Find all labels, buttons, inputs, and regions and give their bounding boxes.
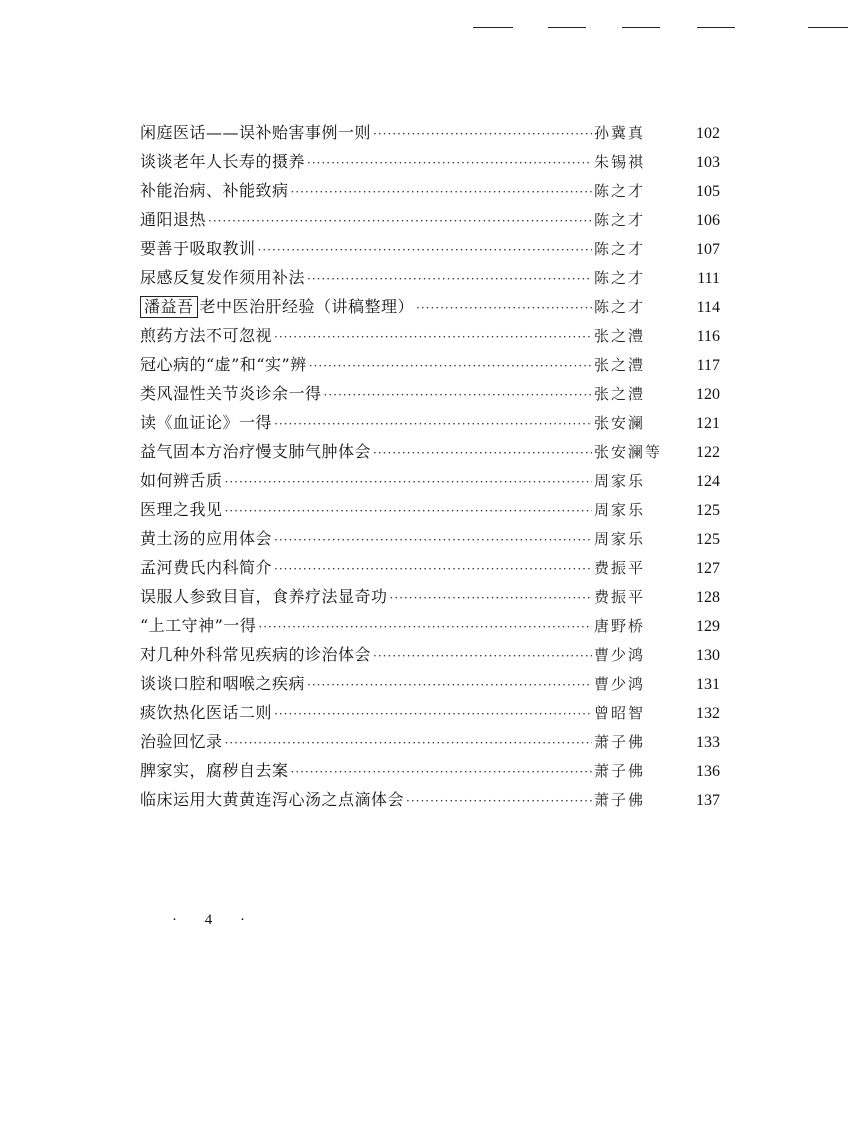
entry-title: “上工守神”一得 [140, 616, 257, 635]
entry-page: 125 [696, 531, 720, 548]
entry-title: 治验回忆录 [140, 732, 223, 751]
entry-page: 124 [696, 473, 720, 490]
entry-page: 128 [696, 589, 720, 606]
toc-entry[interactable] [140, 727, 720, 756]
toc-entry[interactable] [140, 553, 720, 582]
dot-leader [307, 149, 592, 178]
entry-author: 周家乐 [594, 501, 646, 519]
entry-page: 105 [696, 183, 720, 200]
toc-entry[interactable] [140, 176, 720, 205]
entry-title: 尿感反复发作须用补法 [140, 268, 306, 287]
entry-title: 谈谈口腔和咽喉之疾病 [140, 674, 306, 693]
entry-title: 煎药方法不可忽视 [140, 326, 273, 345]
toc-entry[interactable] [140, 756, 720, 785]
dot-leader [274, 526, 592, 555]
header-rule [473, 27, 513, 28]
entry-author: 陈之才 [594, 211, 646, 229]
toc-entry[interactable] [140, 118, 720, 147]
entry-page: 102 [696, 125, 720, 142]
entry-page: 136 [696, 763, 720, 780]
entry-title: 读《血证论》一得 [140, 413, 273, 432]
entry-page: 107 [696, 241, 720, 258]
entry-title: 痰饮热化医话二则 [140, 703, 273, 722]
entry-title: 脾家实，腐秽自去案 [140, 761, 289, 780]
dot-leader [258, 236, 592, 265]
entry-title: 闲庭医话——误补贻害事例一则 [140, 123, 372, 142]
entry-author: 张安澜等 [594, 443, 663, 461]
toc-entry[interactable] [140, 408, 720, 437]
entry-title: 对几种外科常见疾病的诊治体会 [140, 645, 372, 664]
entry-title: 谈谈老年人长寿的摄养 [140, 152, 306, 171]
header-rule [697, 27, 735, 28]
dot-leader [373, 439, 592, 468]
dot-leader [274, 323, 592, 352]
toc-entry[interactable] [140, 495, 720, 524]
entry-page: 103 [696, 154, 720, 171]
entry-author: 曹少鸿 [594, 675, 646, 693]
entry-title: 通阳退热 [140, 210, 207, 229]
dot-leader [390, 584, 592, 613]
dot-leader [373, 120, 592, 149]
entry-title: 如何辨舌质 [140, 471, 223, 490]
entry-title: 老中医治肝经验（讲稿整理） [199, 297, 415, 316]
entry-title: 临床运用大黄黄连泻心汤之点滴体会 [140, 790, 405, 809]
toc-entry[interactable] [140, 263, 720, 292]
header-rule [622, 27, 660, 28]
entry-title: 益气固本方治疗慢支肺气肿体会 [140, 442, 372, 461]
entry-page: 116 [696, 328, 720, 345]
entry-page: 117 [696, 357, 720, 374]
entry-author: 孙冀真 [594, 124, 646, 142]
toc-entry[interactable] [140, 611, 720, 640]
dot-leader [307, 671, 592, 700]
dot-leader [324, 381, 592, 410]
toc-entry[interactable] [140, 321, 720, 350]
table-of-contents [140, 118, 720, 814]
entry-page: 127 [696, 560, 720, 577]
entry-title: 冠心病的“虚”和“实”辨 [140, 355, 307, 374]
entry-page: 129 [696, 618, 720, 635]
toc-entry[interactable] [140, 234, 720, 263]
entry-page: 132 [696, 705, 720, 722]
entry-page: 121 [696, 415, 720, 432]
toc-entry[interactable] [140, 669, 720, 698]
dot-leader [373, 642, 592, 671]
entry-title: 黄土汤的应用体会 [140, 529, 273, 548]
entry-author: 费振平 [594, 559, 646, 577]
dot-leader [225, 497, 592, 526]
toc-entry[interactable] [140, 466, 720, 495]
dot-leader [208, 207, 592, 236]
dot-leader [274, 700, 592, 729]
entry-author: 朱锡祺 [594, 153, 646, 171]
entry-author: 张之澧 [594, 356, 646, 374]
entry-author: 张安澜 [594, 414, 646, 432]
entry-author: 萧子佛 [594, 762, 646, 780]
entry-page: 106 [696, 212, 720, 229]
entry-page: 133 [696, 734, 720, 751]
toc-entry[interactable] [140, 582, 720, 611]
toc-entry[interactable] [140, 437, 720, 466]
entry-page: 137 [696, 792, 720, 809]
entry-author: 陈之才 [594, 182, 646, 200]
entry-author: 张之澧 [594, 327, 646, 345]
toc-entry[interactable] [140, 205, 720, 234]
toc-entry[interactable] [140, 698, 720, 727]
entry-title-wrap [140, 292, 414, 321]
dot-leader [307, 265, 592, 294]
toc-entry[interactable] [140, 147, 720, 176]
boxed-name: 潘益吾 [140, 296, 198, 318]
dot-leader [274, 410, 592, 439]
entry-author: 曾昭智 [594, 704, 646, 722]
header-rule [548, 27, 586, 28]
entry-author: 萧子佛 [594, 791, 646, 809]
entry-title: 类风湿性关节炎诊余一得 [140, 384, 322, 403]
dot-leader [291, 758, 592, 787]
entry-page: 111 [697, 270, 720, 287]
entry-author: 陈之才 [594, 240, 646, 258]
entry-author: 费振平 [594, 588, 646, 606]
dot-leader [225, 468, 592, 497]
entry-title: 医理之我见 [140, 500, 223, 519]
toc-entry[interactable] [140, 350, 720, 379]
entry-author: 周家乐 [594, 530, 646, 548]
entry-title: 补能治病、补能致病 [140, 181, 289, 200]
entry-author: 陈之才 [594, 298, 646, 316]
page-number: · 4 · [172, 912, 257, 928]
entry-author: 萧子佛 [594, 733, 646, 751]
entry-title: 误服人参致目盲，食养疗法显奇功 [140, 587, 388, 606]
header-rule [808, 27, 848, 28]
entry-page: 125 [696, 502, 720, 519]
toc-entry[interactable] [140, 379, 720, 408]
toc-entry[interactable] [140, 640, 720, 669]
entry-page: 120 [696, 386, 720, 403]
dot-leader [258, 613, 592, 642]
entry-page: 122 [696, 444, 720, 461]
entry-author: 张之澧 [594, 385, 646, 403]
dot-leader [291, 178, 592, 207]
dot-leader [309, 352, 592, 381]
entry-page: 130 [696, 647, 720, 664]
entry-title: 要善于吸取教训 [140, 239, 256, 258]
dot-leader [274, 555, 592, 584]
dot-leader [416, 294, 592, 323]
dot-leader [406, 787, 592, 816]
entry-author: 周家乐 [594, 472, 646, 490]
entry-title: 孟河费氏内科简介 [140, 558, 273, 577]
entry-author: 唐野桥 [594, 617, 646, 635]
entry-page: 131 [696, 676, 720, 693]
dot-leader [225, 729, 592, 758]
toc-entry[interactable] [140, 292, 720, 321]
entry-author: 曹少鸿 [594, 646, 646, 664]
entry-page: 114 [696, 299, 720, 316]
entry-author: 陈之才 [594, 269, 646, 287]
toc-entry[interactable] [140, 785, 720, 814]
toc-entry[interactable] [140, 524, 720, 553]
